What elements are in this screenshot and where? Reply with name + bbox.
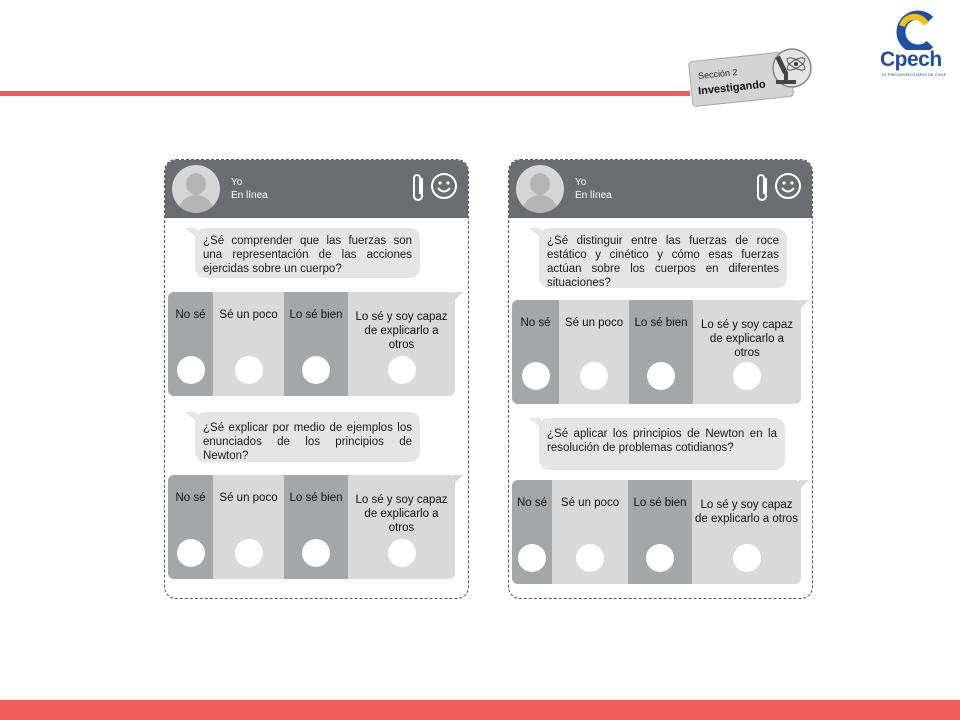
option-lo-se-y-explico	[693, 300, 801, 404]
emoji-smile-icon[interactable]	[774, 172, 802, 200]
user-status: En línea	[575, 190, 612, 201]
option-radio[interactable]	[522, 362, 550, 390]
option-label: Lo sé bien	[289, 492, 343, 504]
option-se-un-poco	[559, 300, 629, 404]
option-se-un-poco	[213, 292, 284, 396]
brand-tagline: EL PREUNIVERSITARIO DE CHILE	[882, 72, 947, 77]
option-label: Lo sé y soy capaz de explicarlo a otros	[700, 319, 794, 359]
option-radio[interactable]	[177, 356, 205, 384]
option-no-se	[512, 300, 559, 404]
option-radio[interactable]	[302, 356, 330, 384]
chat-card-2	[508, 159, 813, 599]
question-bubble: ¿Sé comprender que las fuerzas son una representación de las acciones ejercidas sobre un cuerpo?	[195, 228, 420, 278]
avatar	[516, 165, 564, 213]
option-no-se	[512, 480, 552, 584]
user-name: Yo	[231, 177, 243, 188]
option-lo-se-y-explico	[692, 480, 801, 584]
option-label: No sé	[175, 492, 206, 504]
option-lo-se-bien	[629, 300, 693, 404]
option-label: Lo sé bien	[289, 309, 343, 321]
option-radio[interactable]	[235, 356, 263, 384]
option-no-se	[168, 292, 213, 396]
section-label: Sección 2	[697, 66, 738, 82]
option-label: Sé un poco	[560, 497, 620, 509]
option-radio[interactable]	[302, 539, 330, 567]
option-label: No sé	[175, 309, 206, 321]
option-radio[interactable]	[733, 544, 761, 572]
option-label: Lo sé bien	[633, 497, 687, 509]
option-lo-se-bien	[628, 480, 692, 584]
chat-card-1	[164, 159, 469, 599]
option-radio[interactable]	[733, 362, 761, 390]
brand-name: Cpech	[880, 48, 942, 71]
question-bubble: ¿Sé distinguir entre las fuerzas de roce estático y cinético y cómo esas fuerzas actúan sobre los cuerpos en diferentes situaciones?	[539, 228, 787, 288]
avatar	[172, 165, 220, 213]
option-label: Lo sé y soy capaz de explicarlo a otros	[695, 499, 798, 525]
self-assessment-scale	[168, 475, 455, 579]
cpech-logo-mark	[880, 10, 952, 50]
option-radio[interactable]	[177, 539, 205, 567]
option-lo-se-y-explico	[348, 292, 455, 396]
option-lo-se-y-explico	[348, 475, 455, 579]
option-label: No sé	[520, 317, 551, 329]
option-label: Sé un poco	[564, 317, 624, 329]
question-bubble: ¿Sé explicar por medio de ejemplos los enunciados de los principios de Newton?	[195, 412, 420, 462]
option-radio[interactable]	[646, 544, 674, 572]
header-red-line	[0, 91, 690, 96]
chat-header	[165, 160, 468, 218]
option-label: Lo sé bien	[634, 317, 688, 329]
emoji-smile-icon[interactable]	[430, 172, 458, 200]
user-name: Yo	[575, 177, 587, 188]
option-se-un-poco	[213, 475, 284, 579]
microscope-icon	[770, 46, 814, 96]
paperclip-icon[interactable]	[754, 172, 772, 204]
option-radio[interactable]	[518, 544, 546, 572]
chat-header	[509, 160, 812, 218]
option-label: Lo sé y soy capaz de explicarlo a otros	[355, 494, 448, 534]
option-no-se	[168, 475, 213, 579]
paperclip-icon[interactable]	[410, 172, 428, 204]
question-bubble: ¿Sé aplicar los principios de Newton en la resolución de problemas cotidianos?	[539, 418, 785, 470]
option-se-un-poco	[552, 480, 628, 584]
option-label: Lo sé y soy capaz de explicarlo a otros	[355, 311, 448, 351]
self-assessment-scale	[512, 480, 801, 584]
option-label: No sé	[516, 497, 548, 509]
section-title: Investigando	[697, 78, 767, 98]
option-radio[interactable]	[235, 539, 263, 567]
option-label: Sé un poco	[219, 492, 278, 504]
option-radio[interactable]	[388, 539, 416, 567]
section-badge	[688, 46, 816, 110]
option-radio[interactable]	[388, 356, 416, 384]
option-radio[interactable]	[576, 544, 604, 572]
option-label: Sé un poco	[219, 309, 278, 321]
user-status: En línea	[231, 190, 268, 201]
option-radio[interactable]	[580, 362, 608, 390]
cpech-logo	[880, 10, 952, 80]
self-assessment-scale	[168, 292, 455, 396]
option-lo-se-bien	[284, 475, 348, 579]
footer-red-band	[0, 700, 960, 720]
option-radio[interactable]	[647, 362, 675, 390]
option-lo-se-bien	[284, 292, 348, 396]
self-assessment-scale	[512, 300, 801, 404]
